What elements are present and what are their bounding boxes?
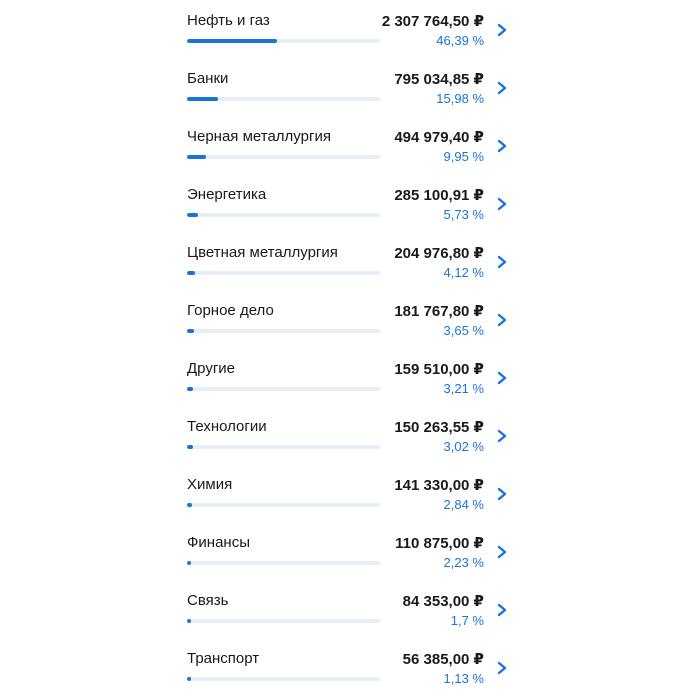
sector-amount: 494 979,40 ₽ (394, 129, 484, 146)
chevron-right-icon[interactable] (495, 196, 509, 212)
sector-share-bar-fill (187, 329, 194, 333)
sector-amount: 56 385,00 ₽ (402, 651, 484, 668)
chevron-right-icon[interactable] (495, 254, 509, 270)
sector-row[interactable] (0, 176, 700, 234)
sector-name: Другие (187, 360, 236, 377)
sector-share-bar (187, 677, 380, 681)
chevron-right-icon[interactable] (495, 80, 509, 96)
sector-percent: 3,21 % (443, 381, 484, 396)
sector-share-bar-fill (187, 503, 192, 507)
chevron-right-icon[interactable] (495, 138, 509, 154)
sector-percent: 4,12 % (443, 265, 484, 280)
sector-share-bar (187, 329, 380, 333)
sector-row[interactable] (0, 640, 700, 698)
chevron-right-icon[interactable] (495, 660, 509, 676)
sector-share-bar (187, 271, 380, 275)
sector-share-bar-fill (187, 387, 193, 391)
sector-share-bar-fill (187, 97, 218, 101)
sector-amount: 159 510,00 ₽ (394, 361, 484, 378)
sector-share-bar-fill (187, 445, 193, 449)
sector-percent: 5,73 % (443, 207, 484, 222)
sector-amount: 204 976,80 ₽ (394, 245, 484, 262)
sector-share-bar (187, 445, 380, 449)
sector-amount: 110 875,00 ₽ (395, 535, 484, 552)
sector-amount: 150 263,55 ₽ (394, 419, 484, 436)
sector-share-bar (187, 39, 380, 43)
sector-name: Энергетика (187, 186, 267, 203)
sector-name: Черная металлургия (187, 128, 331, 145)
sector-share-bar (187, 561, 380, 565)
sector-percent: 15,98 % (436, 91, 484, 106)
sector-amount: 2 307 764,50 ₽ (381, 13, 484, 30)
sector-amount: 795 034,85 ₽ (394, 71, 484, 88)
sector-row[interactable] (0, 408, 700, 466)
sector-row[interactable] (0, 60, 700, 118)
sector-name: Технологии (187, 418, 267, 435)
sector-row[interactable] (0, 350, 700, 408)
chevron-right-icon[interactable] (495, 312, 509, 328)
sector-row[interactable] (0, 118, 700, 176)
sector-share-bar (187, 503, 380, 507)
sector-share-bar-fill (187, 155, 206, 159)
chevron-right-icon[interactable] (495, 486, 509, 502)
chevron-right-icon[interactable] (495, 602, 509, 618)
sector-amount: 285 100,91 ₽ (394, 187, 484, 204)
chevron-right-icon[interactable] (495, 544, 509, 560)
sector-percent: 46,39 % (436, 33, 484, 48)
sector-share-bar-fill (187, 213, 198, 217)
chevron-right-icon[interactable] (495, 370, 509, 386)
sector-share-bar (187, 387, 380, 391)
sector-percent: 1,7 % (450, 613, 484, 628)
sector-share-bar (187, 97, 380, 101)
sector-name: Транспорт (187, 650, 260, 667)
sector-percent: 3,02 % (443, 439, 484, 454)
sector-share-bar-fill (187, 677, 191, 681)
sector-name: Цветная металлургия (187, 244, 338, 261)
sector-name: Горное дело (187, 302, 274, 319)
sector-percent: 9,95 % (443, 149, 484, 164)
chevron-right-icon[interactable] (495, 428, 509, 444)
chevron-right-icon[interactable] (495, 22, 509, 38)
sector-share-bar (187, 155, 380, 159)
sector-share-bar-fill (187, 271, 195, 275)
sector-row[interactable] (0, 524, 700, 582)
sector-percent: 2,84 % (443, 497, 484, 512)
sector-share-bar (187, 213, 380, 217)
sector-name: Банки (187, 70, 229, 87)
sector-percent: 3,65 % (443, 323, 484, 338)
sector-name: Финансы (187, 534, 250, 551)
sector-percent: 1,13 % (443, 671, 484, 686)
sector-share-bar (187, 619, 380, 623)
sector-row[interactable] (0, 234, 700, 292)
sector-share-bar-fill (187, 39, 277, 43)
sector-row[interactable] (0, 582, 700, 640)
sector-share-bar-fill (187, 619, 191, 623)
sector-amount: 181 767,80 ₽ (394, 303, 484, 320)
sector-name: Связь (187, 592, 229, 609)
sector-amount: 141 330,00 ₽ (394, 477, 484, 494)
sector-share-bar-fill (187, 561, 191, 565)
sector-row[interactable] (0, 2, 700, 60)
sector-row[interactable] (0, 292, 700, 350)
sector-name: Химия (187, 476, 233, 493)
sector-name: Нефть и газ (187, 12, 270, 29)
sector-amount: 84 353,00 ₽ (402, 593, 484, 610)
sector-row[interactable] (0, 466, 700, 524)
sector-percent: 2,23 % (443, 555, 484, 570)
